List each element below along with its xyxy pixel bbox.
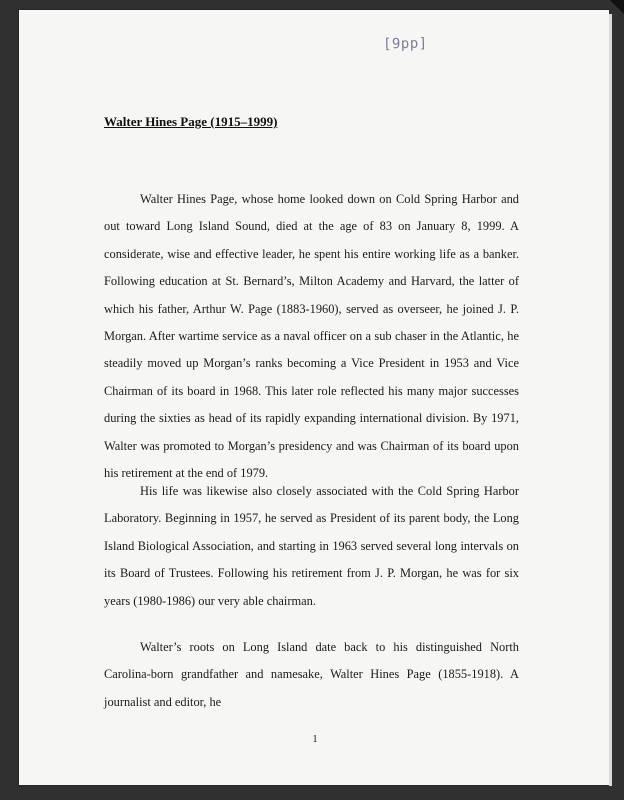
scan-corner — [610, 0, 624, 14]
paragraph-2: His life was likewise also closely associated with the Cold Spring Harbor Laboratory. Beginning in 1957, he served as President of its parent body, the Long Island Biological Association, and starting in 1963 served several long intervals on its Board of Trustees. Following his retirement from J. P. Morgan, he was for six years (1980-1986) our very able chairman. — [104, 484, 519, 608]
document-title: Walter Hines Page (1915–1999) — [104, 114, 278, 129]
paragraph-3: Walter’s roots on Long Island date back to his distinguished North Carolina-born grandfather and namesake, Walter Hines Page (1855-1918). A journalist and editor, he — [104, 640, 519, 709]
page-number: 1 — [312, 733, 318, 745]
paragraph-1: Walter Hines Page, whose home looked down on Cold Spring Harbor and out toward Long Island Sound, died at the age of 83 on January 8, 1999. A considerate, wise and effective leader, he spent his entire working life as a banker. Following education at St. Bernard’s, Milton Academy and Harvard, the latter of which his father, Arthur W. Page (1883-1960), served as overseer, he joined J. P. Morgan. After wartime service as a naval officer on a sub chaser in the Atlantic, he steadily moved up Morgan’s ranks becoming a Vice President in 1953 and Vice Chairman of its board in 1968. This later role reflected his many major successes during the sixties as head of its rapidly expanding international division. By 1971, Walter was promoted to Morgan’s presidency and was Chairman of its board upon his retirement at the end of 1979. — [104, 192, 519, 481]
page-edge — [609, 14, 612, 786]
handwritten-annotation: [9pp] — [382, 35, 428, 53]
